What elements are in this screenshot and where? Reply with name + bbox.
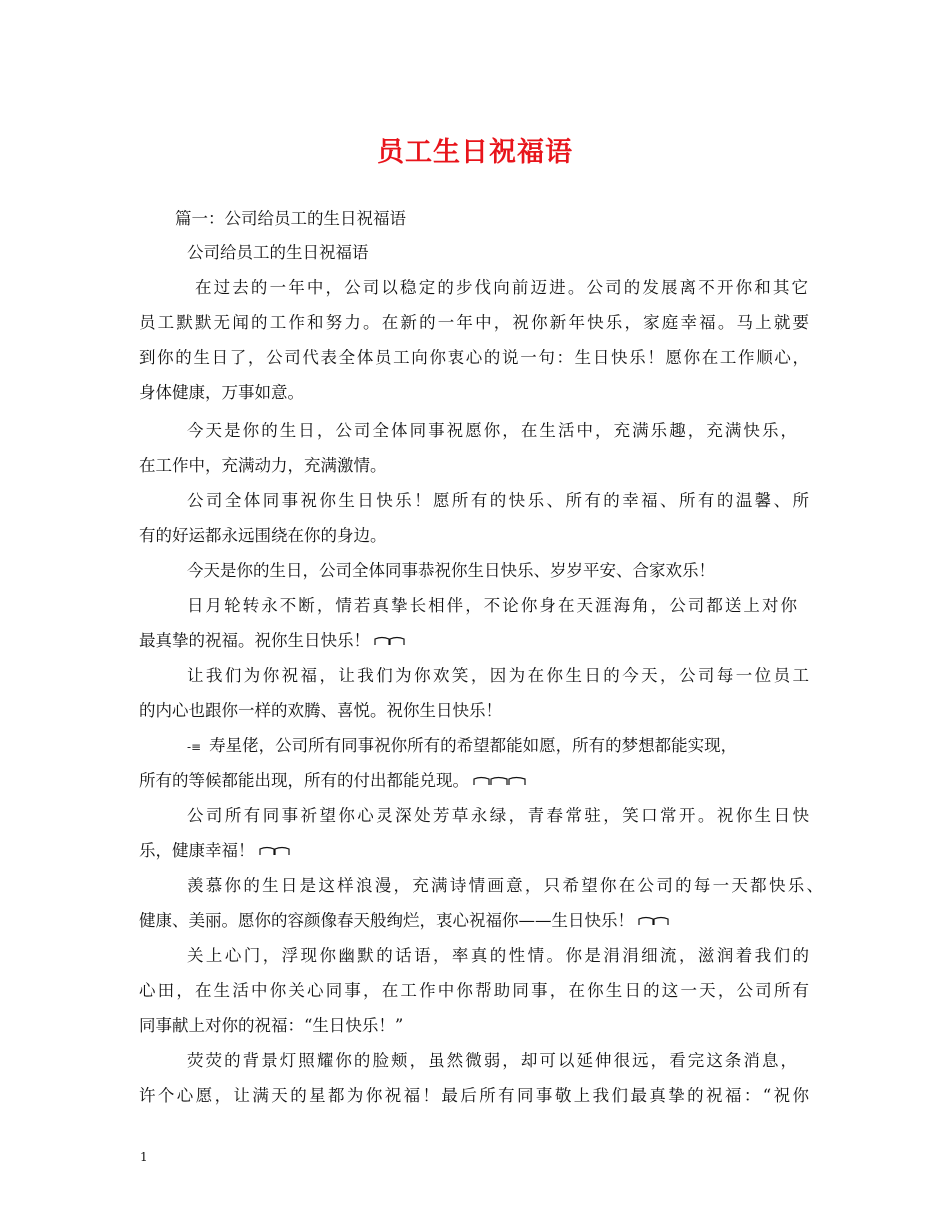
subtitle: 公司给员工的生日祝福语 (187, 243, 369, 262)
paragraph-line: 日月轮转永不断，情若真挚长相伴，不论你身在天涯海角，公司都送上对你 (187, 596, 797, 615)
document-title: 员工生日祝福语 (377, 137, 573, 168)
paragraph-line: 公司全体同事祝你生日快乐！愿所有的快乐、所有的幸福、所有的温馨、所 (187, 491, 809, 510)
paragraph-line: 公司所有同事祈望你心灵深处芳草永绿，青春常驻，笑口常开。祝你生日快 (187, 806, 809, 825)
paragraph-line (187, 735, 737, 758)
paragraph-line: 许个心愿，让满天的星都为你祝福！最后所有同事敬上我们最真挚的祝福：“祝你 (139, 1086, 809, 1105)
paragraph-line: 员工默默无闻的工作和努力。在新的一年中，祝你新年快乐，家庭幸福。马上就要 (139, 313, 809, 332)
paragraph-line: 今天是你的生日，公司全体同事祝愿你，在生活中，充满乐趣，充满快乐， (187, 421, 797, 440)
paragraph-line: 有的好运都永远围绕在你的身边。 (139, 526, 387, 545)
paragraph-line: 让我们为你祝福，让我们为你欢笑，因为在你生日的今天，公司每一位员工 (187, 666, 809, 685)
paragraph-line: 在工作中，充满动力，充满激情。 (139, 456, 387, 475)
bullet-prefix: -≡ (187, 740, 202, 754)
paragraph-line: 荧荧的背景灯照耀你的脸颊，虽然微弱，却可以延伸很远，看完这条消息， (187, 1051, 797, 1070)
paragraph-line-text: 最真挚的祝福。祝你生日快乐！ (139, 631, 370, 650)
paragraph-line: 同事献上对你的祝福：“生日快乐！” (139, 1016, 404, 1035)
decorative-mark-icon (473, 776, 527, 786)
page-number: 1 (140, 1150, 148, 1164)
paragraph-line (139, 910, 670, 932)
paragraph-line (139, 630, 406, 652)
paragraph-line-text: 健康、美丽。愿你的容颜像春天般绚烂，衷心祝福你——生日快乐！ (139, 911, 634, 930)
paragraph-line: 关上心门，浮现你幽默的话语，率真的性情。你是涓涓细流，滋润着我们的 (187, 946, 809, 965)
paragraph-line: 的内心也跟你一样的欢腾、喜悦。祝你生日快乐！ (139, 701, 502, 720)
paragraph-line: 羡慕你的生日是这样浪漫，充满诗情画意，只希望你在公司的每一天都快乐、 (187, 876, 823, 895)
paragraph-line: 到你的生日了，公司代表全体员工向你衷心的说一句：生日快乐！愿你在工作顺心， (139, 348, 809, 367)
paragraph-line (139, 840, 291, 862)
paragraph-line-text: 所有的等候都能出现，所有的付出都能兑现。 (139, 771, 469, 790)
paragraph-line: 在过去的一年中，公司以稳定的步伐向前迈进。公司的发展离不开你和其它 (195, 278, 808, 297)
decorative-mark-icon (374, 636, 406, 646)
decorative-mark-icon (259, 846, 291, 856)
paragraph-line: 今天是你的生日，公司全体同事恭祝你生日快乐、岁岁平安、合家欢乐！ (187, 561, 715, 580)
paragraph-line-text: 寿星佬，公司所有同事祝你所有的希望都能如愿，所有的梦想都能实现， (209, 736, 738, 755)
paragraph-line: 心田，在生活中你关心同事，在工作中你帮助同事，在你生日的这一天，公司所有 (139, 981, 809, 1000)
paragraph-line-text: 乐，健康幸福！ (139, 841, 255, 860)
paragraph-line (139, 770, 527, 792)
paragraph-line: 身体健康，万事如意。 (139, 383, 304, 402)
section-heading: 篇一：公司给员工的生日祝福语 (175, 209, 406, 228)
decorative-mark-icon (638, 916, 670, 926)
